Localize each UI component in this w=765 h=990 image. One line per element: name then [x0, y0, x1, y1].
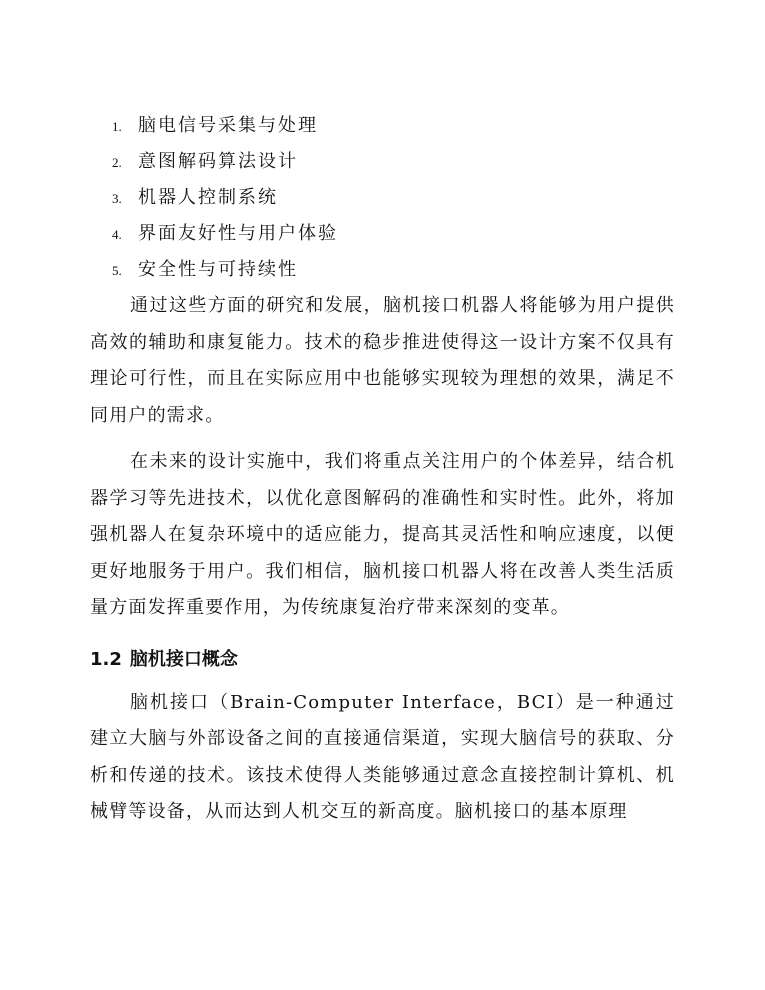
body-paragraph: 在未来的设计实施中，我们将重点关注用户的个体差异，结合机器学习等先进技术，以优化意图解码的准确性和实时性。此外，将加强机器人在复杂环境中的适应能力，提高其灵活性和响应速度，以便更好地服务于用户。我们相信，脑机接口机器人将在改善人类生活质量方面发挥重要作用，为传统康复治疗带来深刻的变革。 — [90, 451, 675, 618]
list-item-number: 2. — [112, 155, 122, 170]
list-item — [90, 144, 675, 180]
list-item-text: 界面友好性与用户体验 — [138, 223, 338, 244]
list-item-text: 机器人控制系统 — [138, 187, 278, 208]
section-heading — [90, 645, 675, 675]
numbered-list — [90, 108, 675, 288]
list-item-text: 安全性与可持续性 — [138, 259, 298, 280]
body-paragraph: 通过这些方面的研究和发展，脑机接口机器人将能够为用户提供高效的辅助和康复能力。技术的稳步推进使得这一设计方案不仅具有理论可行性，而且在实际应用中也能够实现较为理想的效果，满足不同用户的需求。 — [90, 295, 675, 426]
section-paragraph: 脑机接口（Brain-Computer Interface，BCI）是一种通过建立大脑与外部设备之间的直接通信渠道，实现大脑信号的获取、分析和传递的技术。该技术使得人类能够通过意念直接控制计算机、机械臂等设备，从而达到人机交互的新高度。脑机接口的基本原理 — [90, 691, 675, 822]
list-item-number: 3. — [112, 191, 122, 206]
document-page — [90, 108, 675, 831]
list-item — [90, 180, 675, 216]
list-item-number: 5. — [112, 263, 122, 278]
section-number: 1.2 — [90, 648, 122, 670]
list-item-number: 1. — [112, 119, 122, 134]
list-item — [90, 252, 675, 288]
list-item-text: 脑电信号采集与处理 — [138, 115, 318, 136]
list-item-number: 4. — [112, 227, 122, 242]
list-item-text: 意图解码算法设计 — [138, 151, 298, 172]
section-title: 脑机接口概念 — [129, 648, 238, 670]
list-item — [90, 108, 675, 144]
list-item — [90, 216, 675, 252]
